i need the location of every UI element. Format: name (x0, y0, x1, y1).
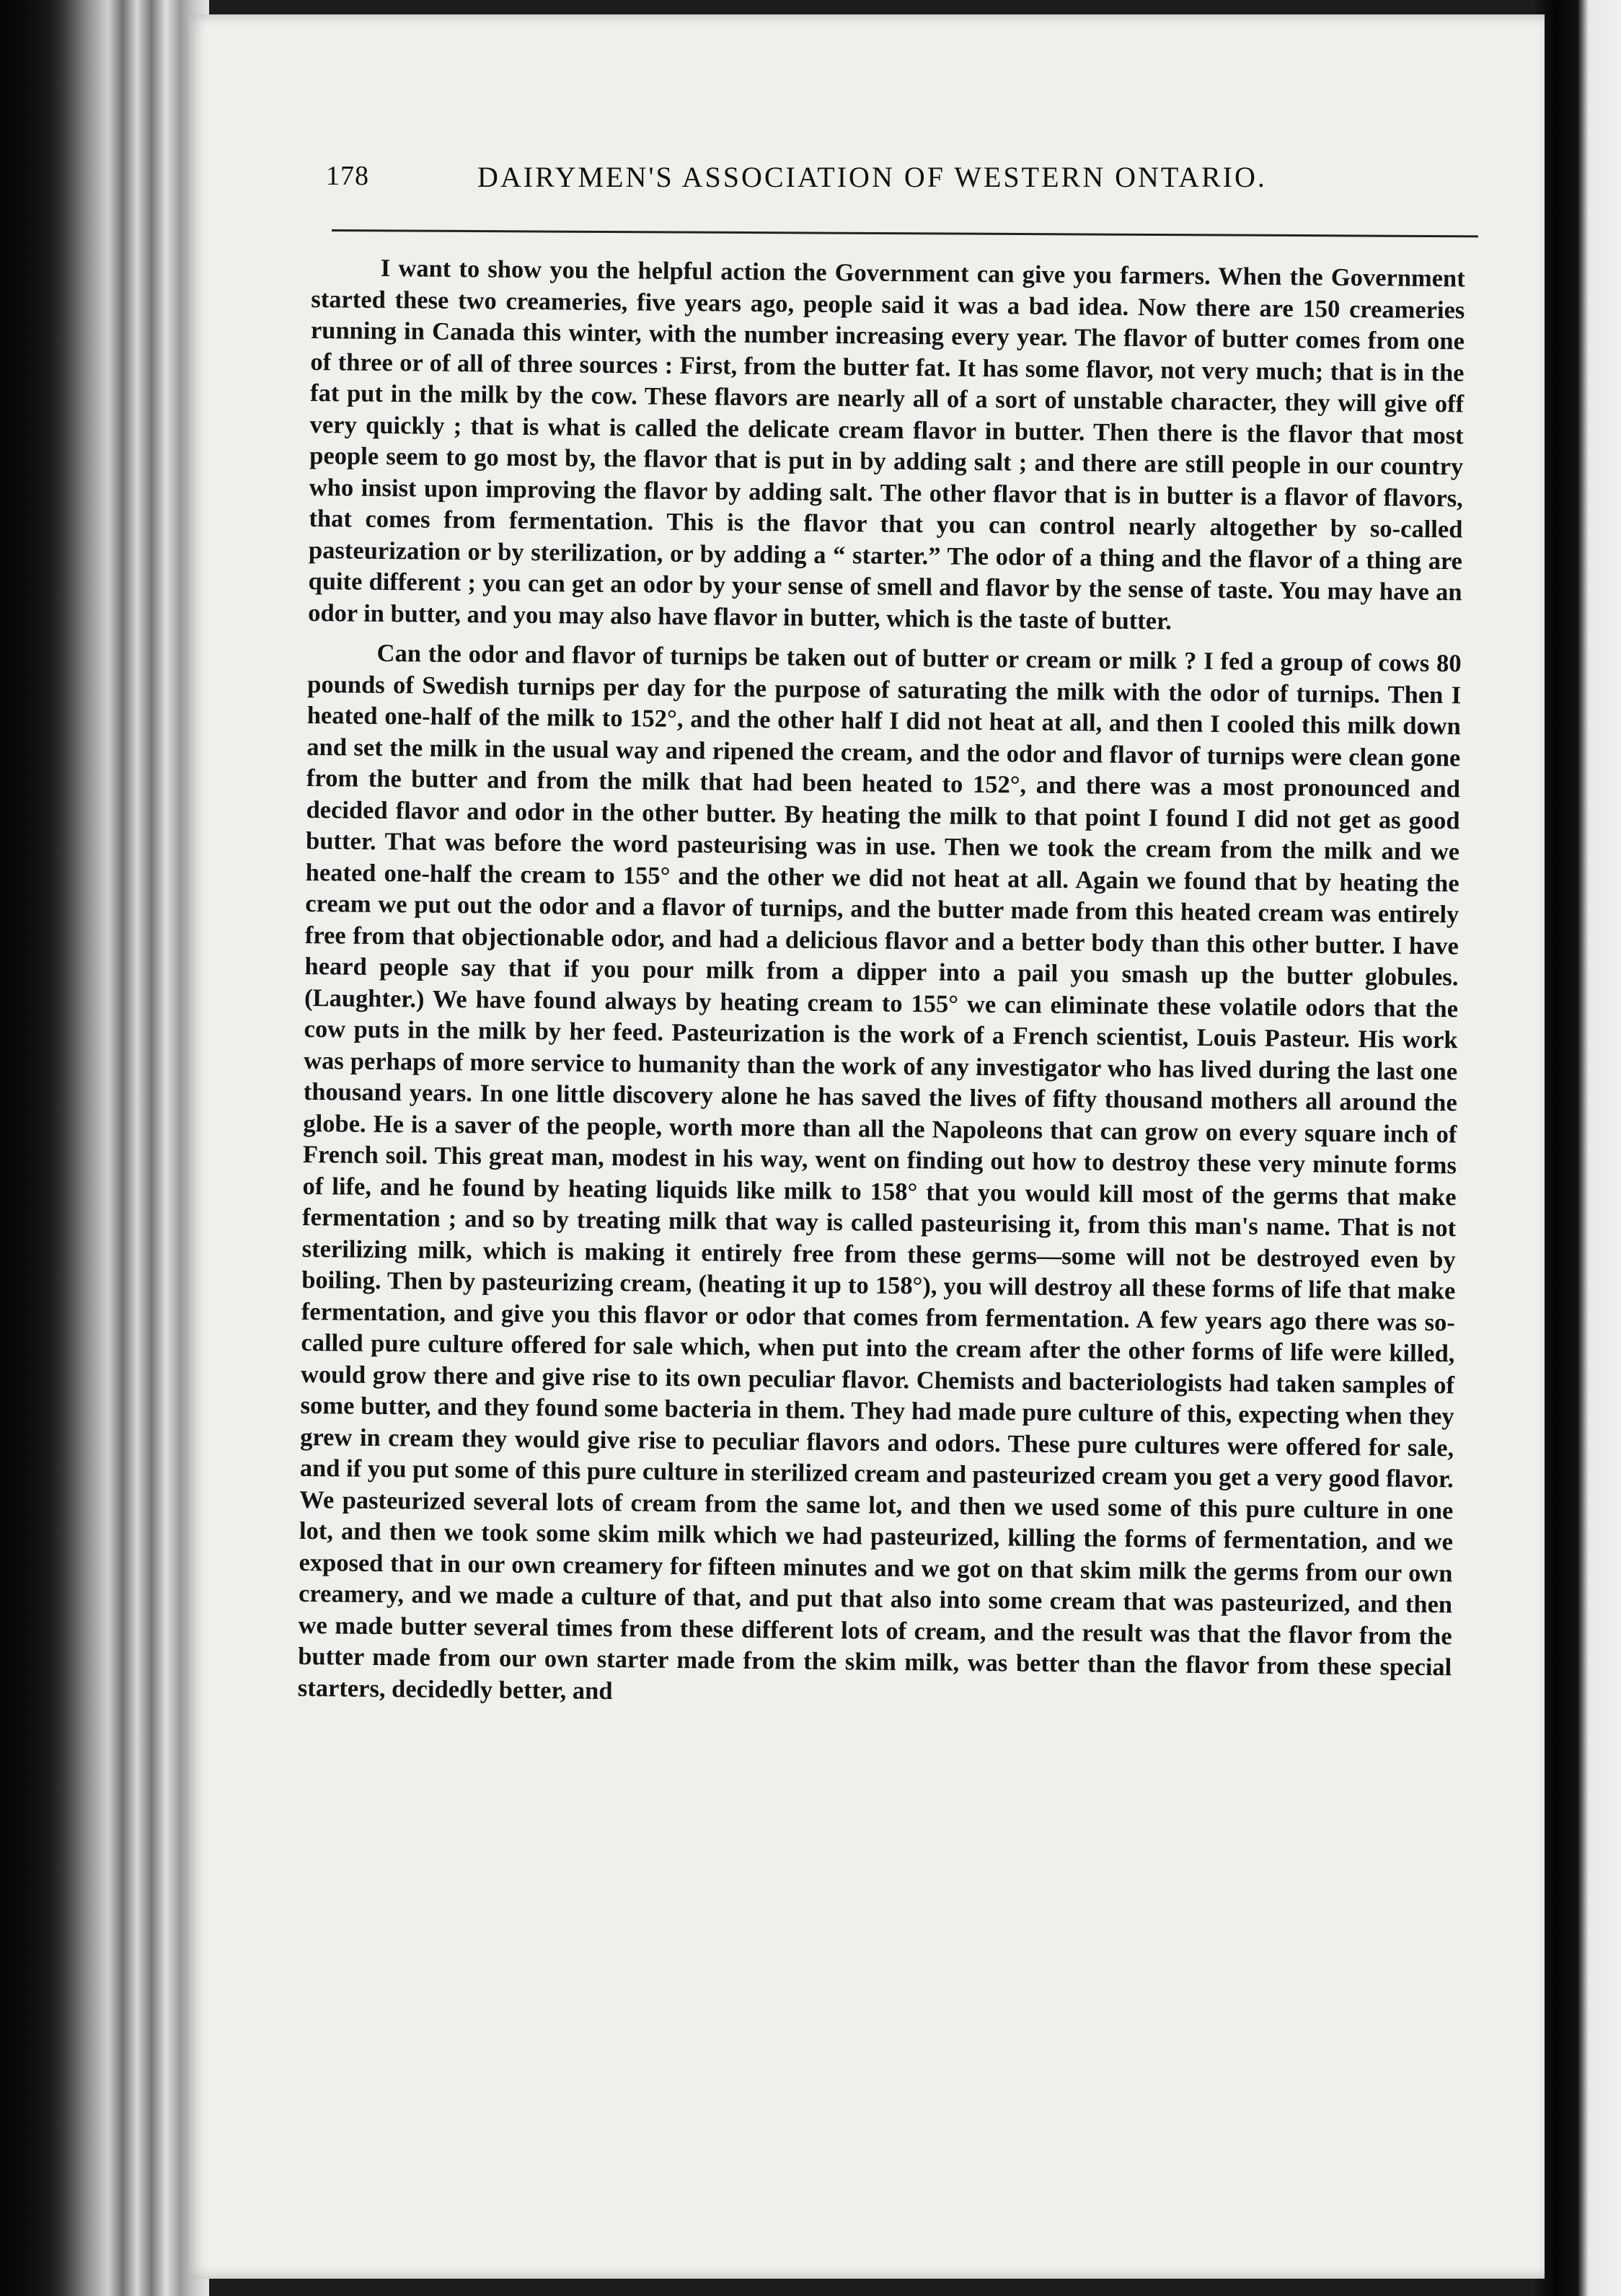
paragraph: Can the odor and flavor of turnips be taken out of butter or cream or milk ? I fed a group of cows 80 pounds of Swedish turnips per day for the purpose of saturating the milk with the odor of turnips. Then I heated one-half of the milk to 152°, and the other half I did not heat at all, and then I cooled this milk down and set the milk in the usual way and ripened the cream, and the odor and flavor of turnips were clean gone from the butter and from the milk that had been heated to 152°, and there was a most pronounced and decided flavor and odor in the other butter. By heating the milk to that point I found I did not get as good butter. That was before the word pasteurising was in use. Then we took the cream from the milk and we heated one-half the cream to 155° and the other we did not heat at all. Again we found that by heating the cream we put out the odor and a flavor of turnips, and the butter made from this heated cream was entirely free from that objectionable odor, and had a delicious flavor and a better body than this other butter. I have heard people say that if you pour milk from a dipper into a pail you smash up the butter globules. (Laughter.) We have found always by heating cream to 155° we can eliminate these volatile odors that the cow puts in the milk by her feed. Pasteurization is the work of a French scientist, Louis Pasteur. His work was perhaps of more service to humanity than the work of any investigator who has lived during the last one thousand years. In one little discovery alone he has saved the lives of fifty thousand mothers all around the globe. He is a saver of the people, worth more than all the Napoleons that can grow on every square inch of French soil. This great man, modest in his way, went on finding out how to destroy these very minute forms of life, and he found by heating liquids like milk to 158° that you would kill most of the germs that make fermentation ; and so by treating milk that way is called pasteurising it, from this man's name. That is not sterilizing milk, which is making it entirely free from these germs—some will not be destroyed even by boiling. Then by pasteurizing cream, (heating it up to 158°), you will destroy all these forms of life that make fermentation, and give you this flavor or odor that comes from fermentation. A few years ago there was so-called pure culture offered for sale which, when put into the cream after the other forms of life were killed, would grow there and give rise to its own peculiar flavor. Chemists and bacteriologists had taken samples of some butter, and they found some bacteria in them. They had made pure culture of this, expecting when they grew in cream they would give rise to peculiar flavors and odors. These pure cultures were offered for sale, and if you put some of this pure culture in sterilized cream and pasteurized cream you get a very good flavor. We pasteurized several lots of cream from the same lot, and then we used some of this pure culture in one lot, and then we took some skim milk which we had pasteurized, killing the forms of fermentation, and we exposed that in our own creamery for fifteen minutes and we got on that skim milk the germs from our own creamery, and we made a culture of that, and put that also into some cream that was pasteurized, and then we made butter several times from these different lots of cream, and the result was that the flavor from the butter made from our own starter made from the skim milk, was better than the flavor from these special starters, decidedly better, and (297, 639, 1462, 1705)
book-page (189, 14, 1545, 2279)
header-rule (332, 229, 1478, 237)
book-spine-edge (0, 0, 209, 2296)
adjacent-page-edge (1534, 0, 1621, 2296)
running-title: DAIRYMEN'S ASSOCIATION OF WESTERN ONTARIO. (477, 161, 1267, 193)
page-number: 178 (326, 161, 369, 191)
paragraph: I want to show you the helpful action the Government can give you farmers. When the Government started these two creameries, five years ago, people said it was a bad idea. Now there are 150 creameries running in Canada this winter, with the number increasing every year. The flavor of butter comes from one of three or of all of three sources : First, from the butter fat. It has some flavor, not very much; that is in the fat put in the milk by the cow. These flavors are nearly all of a sort of unstable character, they will give off very quickly ; that is what is called the delicate cream flavor in butter. Then there is the flavor that most people seem to go most by, the flavor that is put in by adding salt ; and there are still people in our country who insist upon improving the flavor by adding salt. The other flavor that is in butter is a flavor of flavors, that comes from fermentation. This is the flavor that you can control nearly altogether by so-called pasteurization or by sterilization, or by adding a “ starter.” The odor of a thing and the flavor of a thing are quite different ; you can get an odor by your sense of smell and flavor by the sense of taste. You may have an odor in butter, and you may also have flavor in butter, which is the taste of butter. (308, 254, 1465, 635)
body-text (294, 252, 1465, 2066)
running-header (326, 151, 1494, 209)
